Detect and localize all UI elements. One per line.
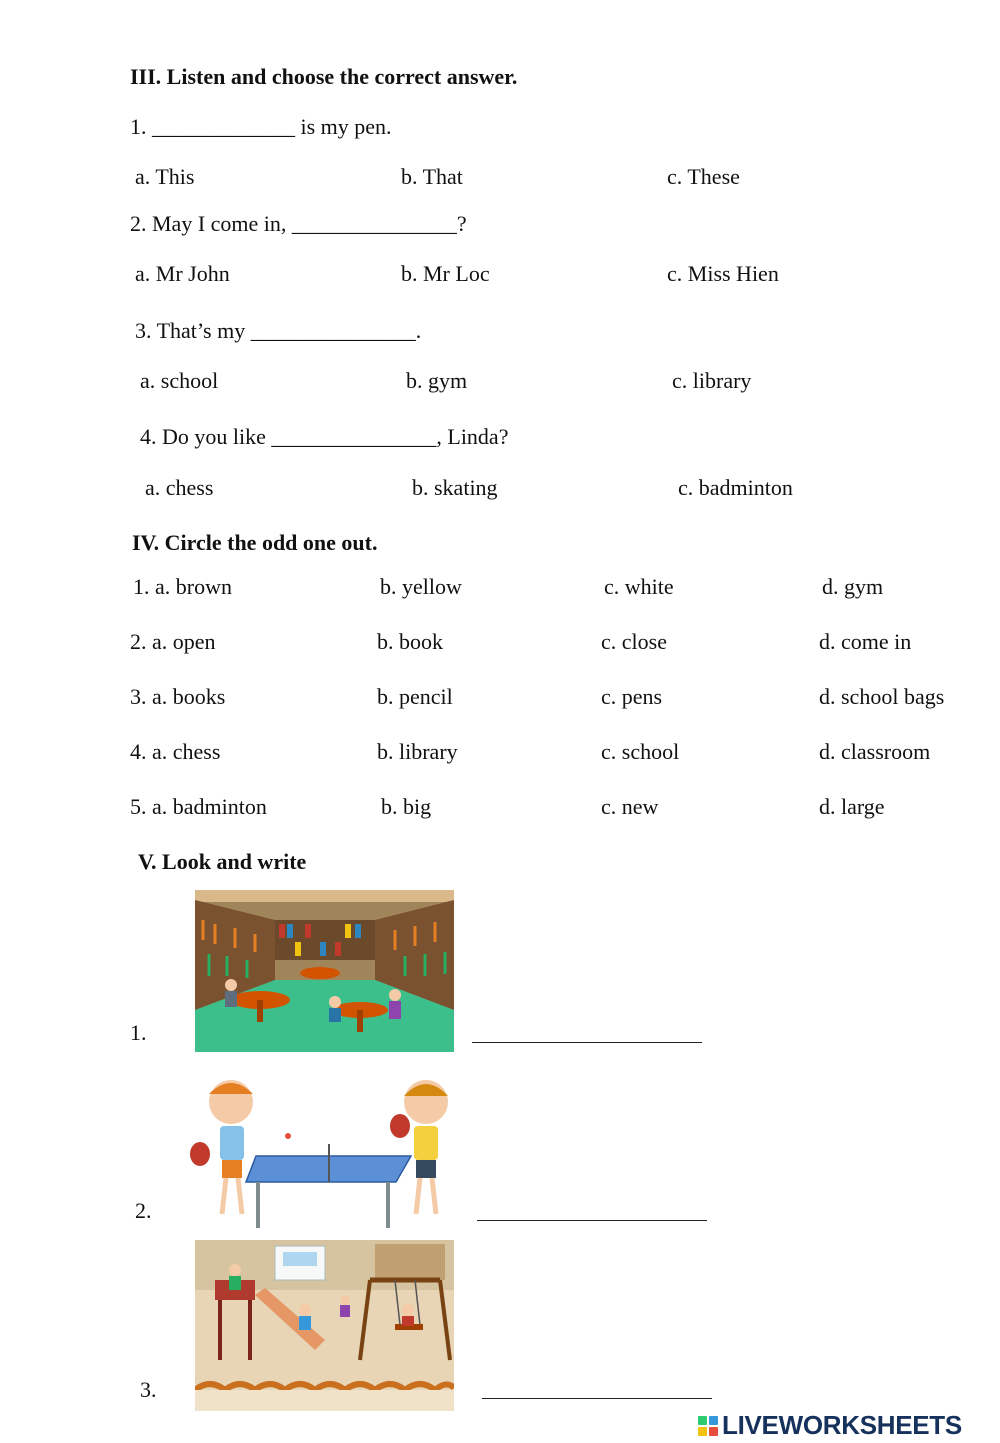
odd-row-5-option-d[interactable]: d. large [819, 794, 885, 819]
question-3-option-b[interactable]: b. gym [406, 368, 468, 393]
odd-row-2-option-b[interactable]: b. book [377, 629, 443, 654]
question-2: 2. May I come in, _______________? [130, 211, 467, 236]
question-1: 1. _____________ is my pen. [130, 114, 392, 139]
question-2-option-a[interactable]: a. Mr John [135, 261, 230, 286]
odd-row-2-option-c[interactable]: c. close [601, 629, 667, 654]
library-picture [195, 890, 454, 1052]
odd-row-1-option-b[interactable]: b. yellow [380, 574, 462, 599]
question-1-option-c[interactable]: c. These [667, 164, 740, 189]
question-2-option-b[interactable]: b. Mr Loc [401, 261, 490, 286]
odd-row-3-option-d[interactable]: d. school bags [819, 684, 945, 709]
question-1-option-b[interactable]: b. That [401, 164, 463, 189]
odd-row-4-option-d[interactable]: d. classroom [819, 739, 931, 764]
playground-picture [195, 1240, 454, 1411]
odd-row-1-option-d[interactable]: d. gym [822, 574, 884, 599]
section-4-title: IV. Circle the odd one out. [132, 530, 378, 555]
odd-row-4-option-b[interactable]: b. library [377, 739, 458, 764]
odd-row-1-option-c[interactable]: c. white [604, 574, 674, 599]
odd-row-5-option-b[interactable]: b. big [381, 794, 432, 819]
odd-row-5-option-a[interactable]: 5. a. badminton [130, 794, 267, 819]
logo-text: LIVEWORKSHEETS [722, 1410, 962, 1440]
answer-line-1[interactable] [472, 1042, 702, 1043]
odd-row-2-option-a[interactable]: 2. a. open [130, 629, 216, 654]
question-3: 3. That’s my _______________. [135, 318, 422, 343]
odd-row-5-option-c[interactable]: c. new [601, 794, 659, 819]
odd-row-1-option-a[interactable]: 1. a. brown [133, 574, 232, 599]
logo-grid-icon [698, 1416, 718, 1436]
odd-row-4-option-c[interactable]: c. school [601, 739, 680, 764]
odd-row-2-option-d[interactable]: d. come in [819, 629, 912, 654]
liveworksheets-logo [698, 1410, 962, 1441]
question-4-option-c[interactable]: c. badminton [678, 475, 793, 500]
look-write-number-1: 1. [130, 1020, 147, 1045]
odd-row-3-option-a[interactable]: 3. a. books [130, 684, 226, 709]
section-5-title: V. Look and write [138, 849, 307, 874]
odd-row-3-option-c[interactable]: c. pens [601, 684, 663, 709]
question-4: 4. Do you like _______________, Linda? [140, 424, 509, 449]
question-3-option-a[interactable]: a. school [140, 368, 219, 393]
table-tennis-picture [186, 1074, 464, 1232]
look-write-number-2: 2. [135, 1198, 152, 1223]
look-write-number-3: 3. [140, 1377, 157, 1402]
question-4-option-b[interactable]: b. skating [412, 475, 498, 500]
question-2-option-c[interactable]: c. Miss Hien [667, 261, 779, 286]
section-3-title: III. Listen and choose the correct answer. [130, 64, 518, 89]
question-1-option-a[interactable]: a. This [135, 164, 195, 189]
odd-row-3-option-b[interactable]: b. pencil [377, 684, 453, 709]
answer-line-3[interactable] [482, 1398, 712, 1399]
question-4-option-a[interactable]: a. chess [145, 475, 214, 500]
question-3-option-c[interactable]: c. library [672, 368, 752, 393]
answer-line-2[interactable] [477, 1220, 707, 1221]
odd-row-4-option-a[interactable]: 4. a. chess [130, 739, 221, 764]
